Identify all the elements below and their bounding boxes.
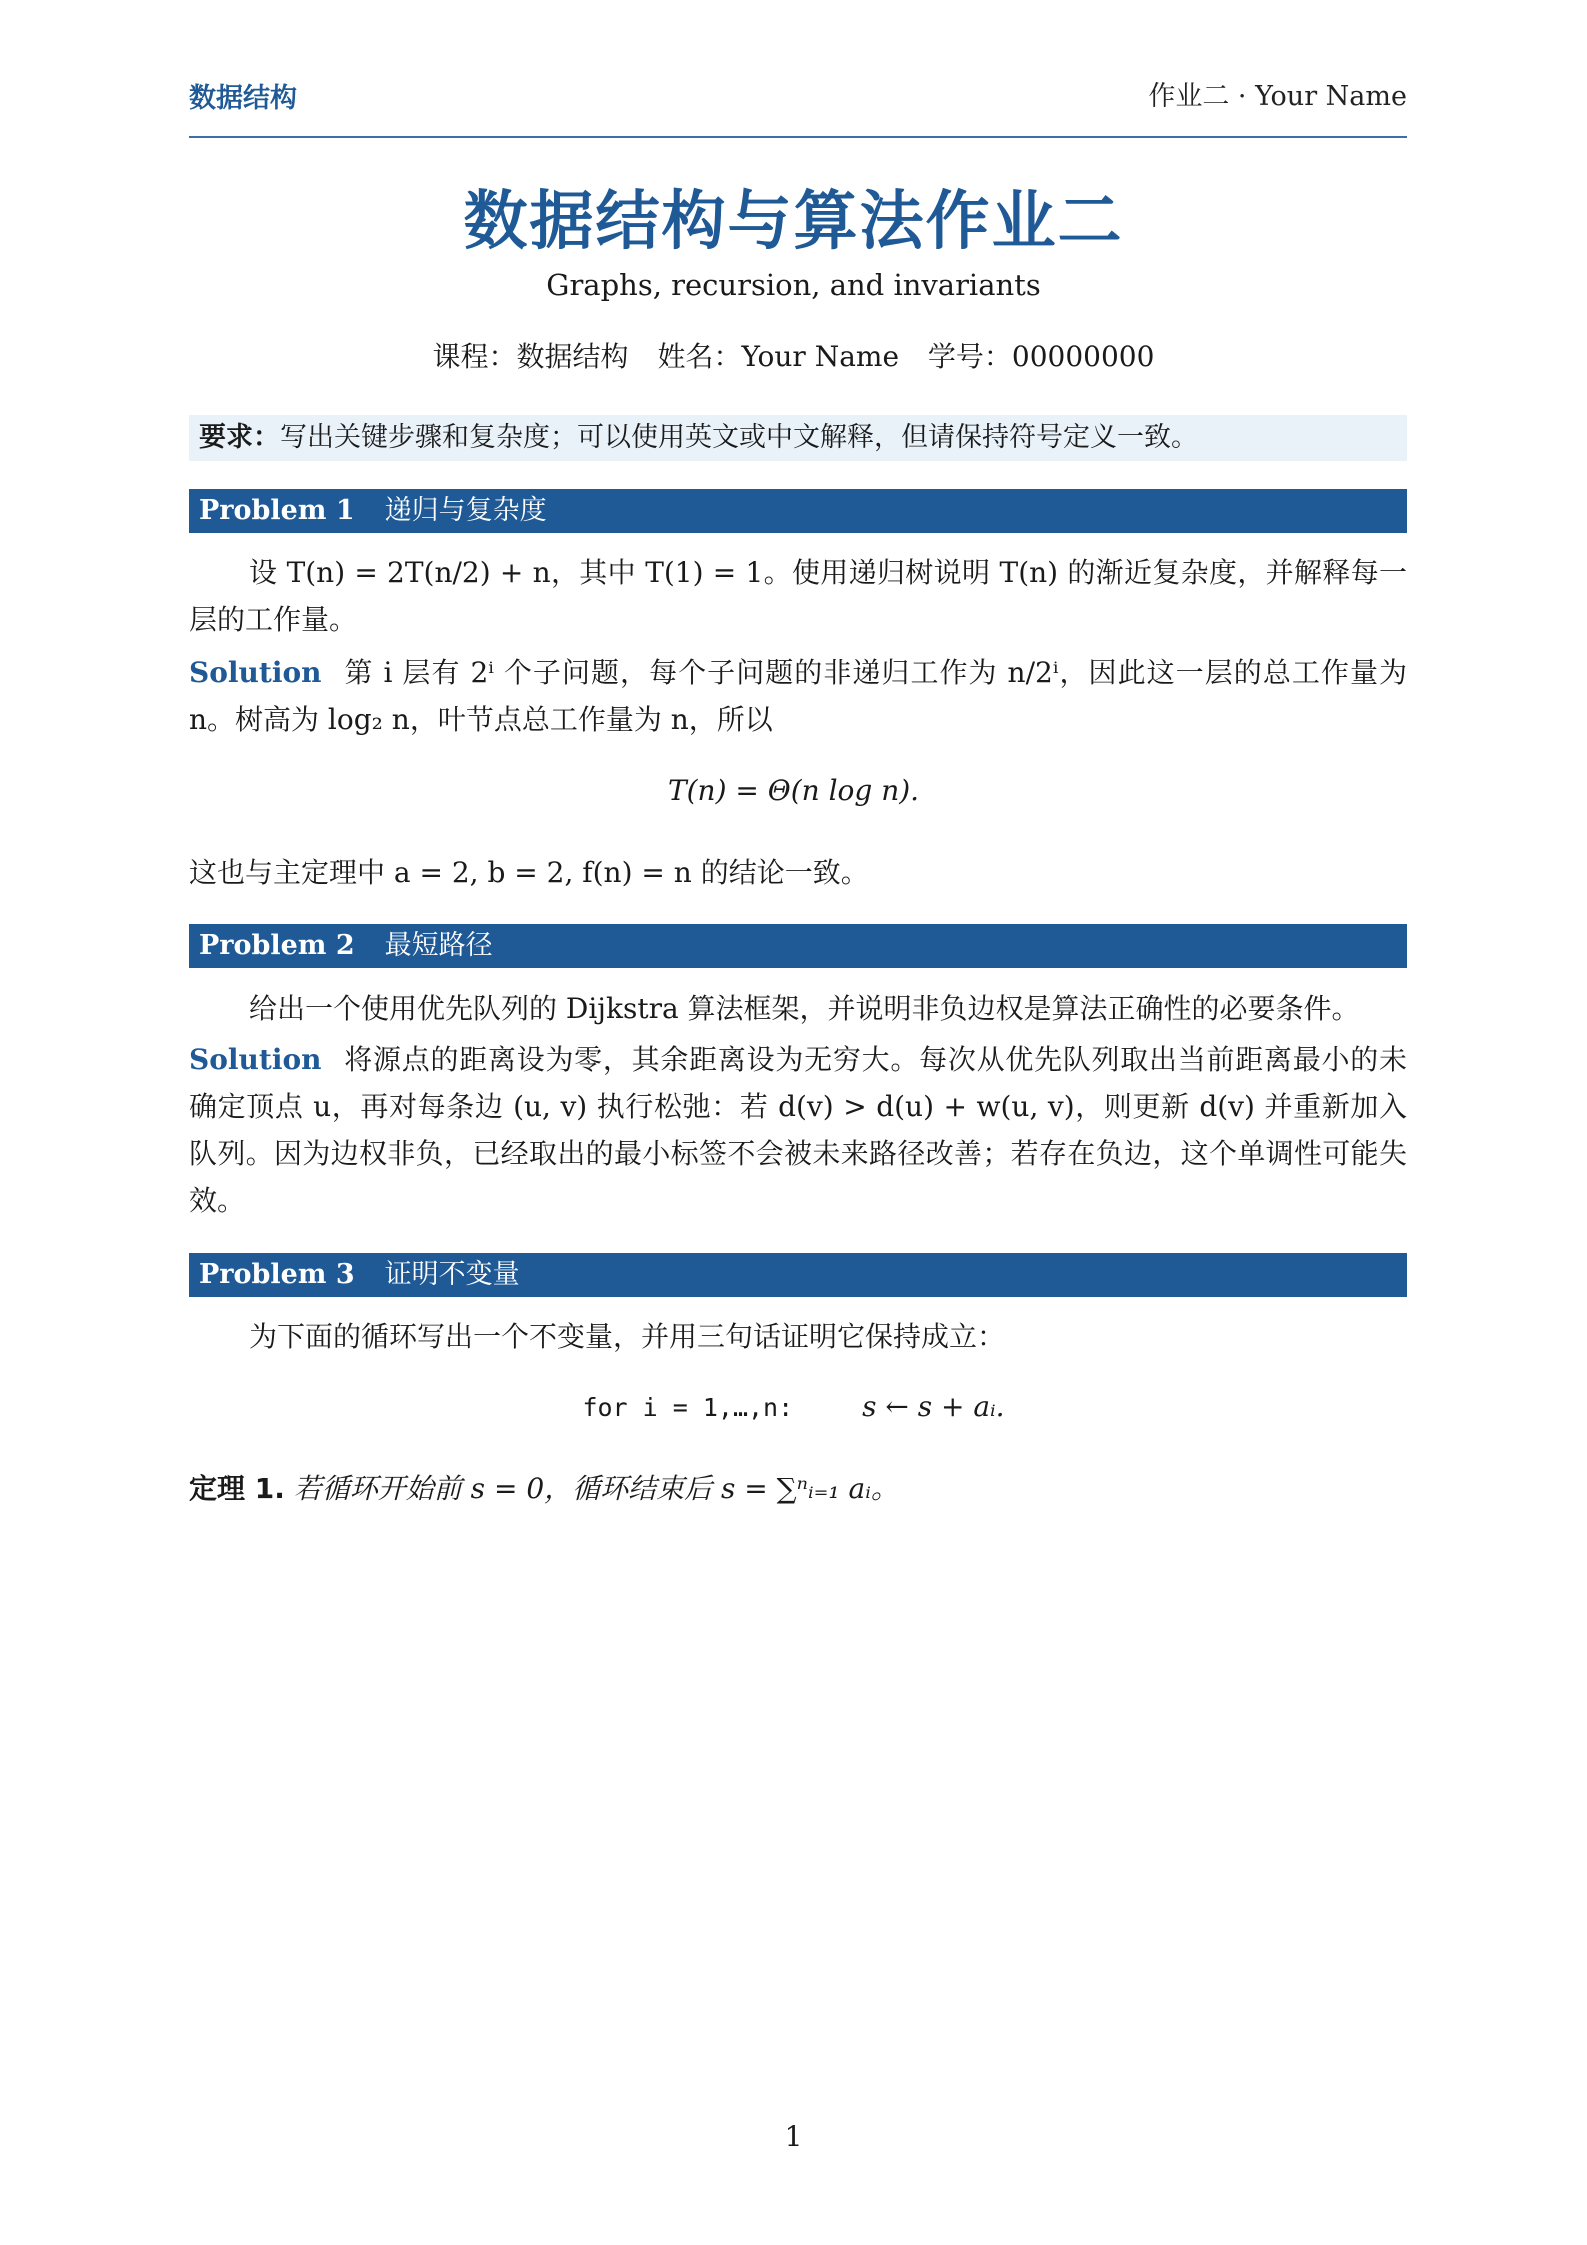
header-right: 作业二 · Your Name: [1148, 81, 1407, 112]
problem-1-statement: 设 T(n) = 2T(n/2) + n，其中 T(1) = 1。使用递归树说明 T(n) 的渐近复杂度，并解释每一层的工作量。: [189, 556, 1407, 636]
requirement-text: 写出关键步骤和复杂度；可以使用英文或中文解释，但请保持符号定义一致。: [280, 422, 1198, 453]
problem-2-header: [189, 924, 1407, 968]
theorem-label: 定理 1.: [189, 1472, 285, 1505]
requirement-box: [189, 415, 1407, 461]
page-number: 1: [784, 2120, 803, 2153]
problem-1-display-equation: T(n) = Θ(n log n).: [667, 774, 920, 807]
problem-3-statement: 为下面的循环写出一个不变量，并用三句话证明它保持成立：: [249, 1320, 1006, 1353]
problem-1-number: Problem 1: [199, 495, 355, 526]
meta-name: 姓名：Your Name: [657, 340, 900, 373]
problem-2-solution-text: 将源点的距离设为零，其余距离设为无穷大。每次从优先队列取出当前距离最小的未确定顶点 u，再对每条边 (u, v) 执行松弛：若 d(v) > d(u) + w(u, v)，则更新 d(v) 并重新加入队列。因为边权非负，已经取出的最小标签不会被未来路径改善；若存在负边，这个单调性可能失效。: [189, 1043, 1407, 1217]
requirement-label: 要求：: [199, 422, 280, 453]
problem-2-title: 最短路径: [384, 930, 493, 961]
problem-1-solution-label: Solution: [189, 656, 322, 689]
problem-2-solution: [189, 1036, 1407, 1224]
problem-3-code-line: [0, 1390, 1587, 1423]
problem-2-solution-label: Solution: [189, 1043, 322, 1076]
problem-3-code: for i = 1,…,n:: [582, 1393, 794, 1422]
problem-1-title: 递归与复杂度: [384, 495, 547, 526]
meta-id: 学号：00000000: [927, 340, 1155, 373]
header-course: 数据结构: [189, 83, 297, 114]
theorem-body: 若循环开始前 s = 0，循环结束后 s = ∑ⁿᵢ₌₁ aᵢ。: [293, 1472, 899, 1505]
page-title: 数据结构与算法作业二: [463, 185, 1124, 259]
problem-1-after: 这也与主定理中 a = 2, b = 2, f(n) = n 的结论一致。: [189, 856, 869, 889]
problem-3-theorem: [189, 1465, 1407, 1512]
problem-3-header: [189, 1253, 1407, 1297]
problem-1-header: [189, 489, 1407, 533]
header-rule: [189, 136, 1407, 138]
problem-1-solution-text: 第 i 层有 2ⁱ 个子问题，每个子问题的非递归工作为 n/2ⁱ，因此这一层的总工作量为 n。树高为 log₂ n，叶节点总工作量为 n，所以: [189, 656, 1407, 736]
page-subtitle: Graphs, recursion, and invariants: [546, 268, 1041, 302]
problem-2-number: Problem 2: [199, 930, 355, 961]
problem-3-code-math: s ← s + aᵢ.: [862, 1390, 1005, 1423]
problem-1-solution: [189, 649, 1407, 743]
problem-3-number: Problem 3: [199, 1259, 355, 1290]
meta-course: 课程：数据结构: [432, 340, 629, 373]
problem-3-title: 证明不变量: [384, 1259, 520, 1290]
problem-2-statement: 给出一个使用优先队列的 Dijkstra 算法框架，并说明非负边权是算法正确性的必要条件。: [249, 992, 1360, 1025]
meta-line: [0, 335, 1587, 375]
